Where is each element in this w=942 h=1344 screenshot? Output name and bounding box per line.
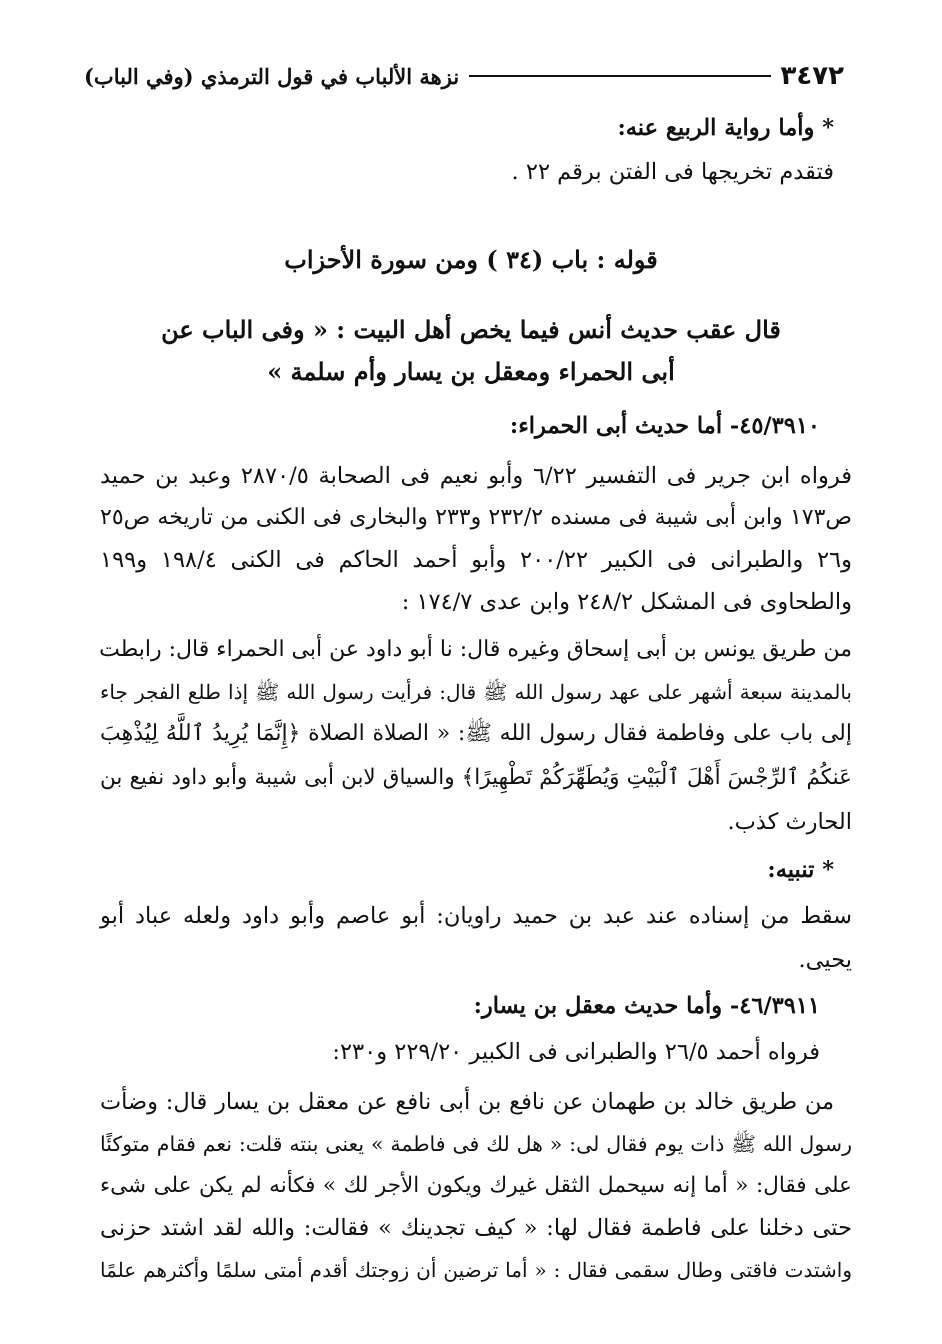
body-line: ص١٧٣ وابن أبى شيبة فى مسنده ٢٣٢/٢ و٢٣٣ والبخارى فى الكنى من تاريخه ص٢٥ [100,505,853,530]
section-heading-line-2: أبى الحمراء ومعقل بن يسار وأم سلمة » [267,357,675,386]
hadith-heading-maqil: ٤٦/٣٩١١- وأما حديث معقل بن يسار: [473,993,820,1019]
body-line: الحارث كذب. [727,809,852,835]
body-line: رسول الله ﷺ ذات يوم فقال لى: « هل لك فى فاطمة » يعنى بنته قلت: نعم فقام متوكئًا [100,1132,852,1156]
body-line: واشتدت فاقتى وطال سقمى فقال : « أما ترضين أن زوجتك أقدم أمتى سلمًا وأكثرهم علمًا [100,1258,852,1282]
rabi-narration-heading: * وأما رواية الربيع عنه: [617,115,834,141]
body-line: سقط من إسناده عند عبد بن حميد راويان: أبو عاصم وأبو داود ولعله عباد أبو [100,903,852,929]
header-rule [469,75,770,77]
body-line: يحيى. [798,947,852,973]
body-line: على فقال: « أما إنه سيحمل الثقل غيرك ويكون الأجر لك » فكأنه لم يكن على شىء [100,1173,852,1198]
note-heading: * تنبيه: [767,857,834,883]
chapter-heading: قوله : باب (٣٤ ) ومن سورة الأحزاب [284,245,658,274]
body-line: من طريق يونس بن أبى إسحاق وغيره قال: نا أبو داود عن أبى الحمراء قال: رابطت [99,637,852,662]
body-line: فرواه ابن جرير فى التفسير ٦/٢٢ وأبو نعيم فى الصحابة ٢٨٧٠/٥ وعبد بن حميد [100,463,852,489]
body-line: فتقدم تخريجها فى الفتن برقم ٢٢ . [511,159,834,185]
page-number: ٣٤٧٢ [780,61,844,91]
body-line: من طريق خالد بن طهمان عن نافع بن أبى نافع عن معقل بن يسار قال: وضأت [100,1089,834,1115]
hadith-heading-abi-hamra: ٤٥/٣٩١٠- أما حديث أبى الحمراء: [509,413,820,439]
body-line: و٢٦ والطبرانى فى الكبير ٢٠٠/٢٢ وأبو أحمد الحاكم فى الكنى ١٩٨/٤ و١٩٩ [100,547,853,573]
body-line: والطحاوى فى المشكل ٢٤٨/٢ وابن عدى ١٧٤/٧ : [401,589,852,615]
running-header [84,56,844,96]
running-title: نزهة الألباب في قول الترمذي (وفي الباب) [84,63,460,89]
body-line: فرواه أحمد ٢٦/٥ والطبرانى فى الكبير ٢٢٩/٢٠ و٢٣٠: [332,1039,820,1065]
body-line: عَنكُمُ ٱلرِّجْسَ أَهْلَ ٱلْبَيْتِ وَيُطَهِّرَكُمْ تَطْهِيرًا﴾ والسياق لابن أبى شيبة وأبو داود نفيع بن [100,765,852,790]
body-line: بالمدينة سبعة أشهر على عهد رسول الله ﷺ قال: فرأيت رسول الله ﷺ إذا طلع الفجر جاء [100,680,852,704]
section-heading-line-1: قال عقب حديث أنس فيما يخص أهل البيت : « وفى الباب عن [161,315,781,344]
body-line: حتى دخلنا على فاطمة فقال لها: « كيف تجدينك » فقالت: والله لقد اشتد حزنى [100,1215,852,1241]
body-line: إلى باب على وفاطمة فقال رسول الله ﷺ: « الصلاة الصلاة ﴿إِنَّمَا يُرِيدُ ٱللَّهُ لِيُذْهِبَ [100,721,852,746]
